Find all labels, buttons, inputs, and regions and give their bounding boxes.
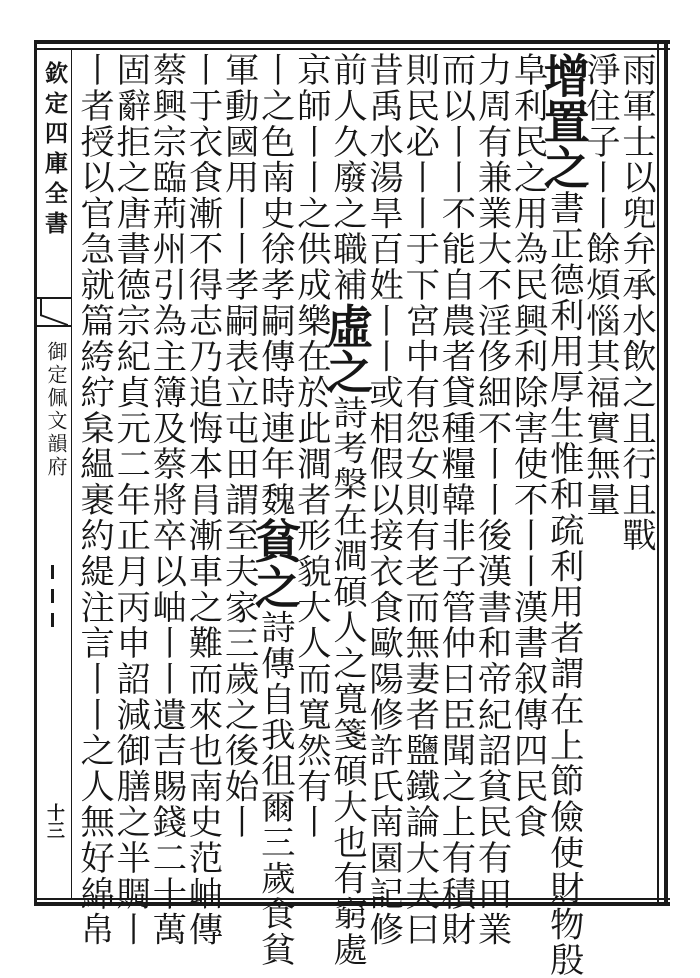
column-text: 前人久廢之職補 [327,52,367,303]
column-text: 淨住子丨丨餘煩惱其福實無量 [579,52,620,518]
text-column [618,52,654,892]
text-column [110,52,151,948]
column-text: 力周有兼業大不淫侈細不丨丨後漢書和帝紀詔貧民有田業 [471,52,512,948]
text-column [363,52,404,948]
entry-heading: 貧之 [247,517,302,610]
text-column [218,52,259,892]
text-column [471,52,512,948]
frame-right-thin-line [657,44,659,902]
text-column [146,52,187,948]
column-text: 而以丨丨不能自農者貸種糧韓非子管仲曰臣聞之上有積財 [435,52,476,948]
column-text: 書正德利用厚生惟和疏利用者謂在上節儉使財物殷 [543,190,584,978]
frame-right-thick-line [664,44,668,902]
entry-heading: 虛之 [320,302,374,395]
text-column [182,52,223,948]
column-text: 昔禹水湯旱百姓丨丨或相假以接衣食歐陽修許氏南園記修 [363,52,404,948]
text-column [399,52,440,948]
column-text: 詩考槃在澗碩人之寬箋碩大也有窮處 [327,394,367,968]
column-text: 固辭拒之唐書德宗紀貞元二年正月丙申詔減御膳之半賙丨 [110,52,151,948]
frame-top-thick-line [34,40,670,44]
column-text: 丨于衣食漸不得志乃追悔本肙漸車之難而來也南史范岫傳 [182,52,223,948]
column-text: 詩傳自我徂爾三歲食貧 [254,609,295,968]
column-text: 軍動國用丨丨孝嗣表立屯田謂至夫家三歲之後始丨 [218,52,259,840]
book-title: 御定佩文韻府 [44,341,68,479]
column-text: 丨者授以官急就篇絝紵枲緼裹約緹注言丨丨之人無好綿帛 [74,52,115,948]
column-text: 丨之色南史徐孝嗣傳時連年魏 [254,52,295,518]
text-column [74,52,115,948]
entry-heading: 增置之 [536,52,591,190]
margin-dash-mark [51,565,54,579]
main-text-area [74,52,656,978]
book-margin-column [37,49,72,898]
page-number: 十三 [44,803,65,839]
column-text: 雨軍士以兜弁承水飲之且行且戰 [616,52,656,554]
column-text: 蔡興宗臨荊州引為主簿及蔡將卒以岫丨丨遺吉賜錢二十萬 [146,52,187,948]
column-text: 阜利民之用為民興利除害使不丨丨漢書叙傳四民食 [507,52,548,840]
text-column [320,52,374,968]
text-column [435,52,476,948]
column-text: 則民必丨丨于下宮中有怨女則有老而無妻者鹽鐵論大夫曰 [399,52,440,948]
margin-dash-mark [51,613,54,627]
text-column [507,52,548,892]
fish-tail-mark [37,297,71,327]
text-column [290,52,331,892]
column-text: 京師丨丨之供成樂在於此澗者形貌大人而寬然有丨 [290,52,331,840]
collection-title: 欽定四庫全書 [41,61,68,241]
text-column [536,52,591,978]
text-column [247,52,302,968]
frame-top-thin-line [34,48,670,50]
margin-dash-mark [51,589,54,603]
